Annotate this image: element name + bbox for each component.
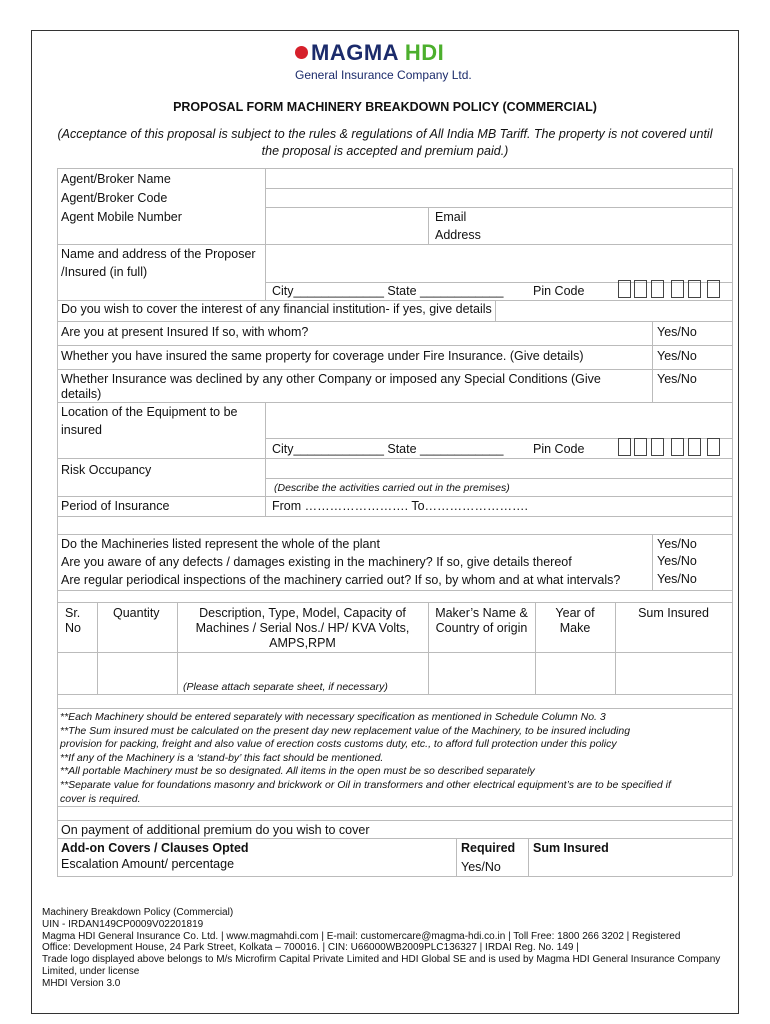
footer-line: MHDI Version 3.0 <box>42 977 121 989</box>
col-maker-line2: Country of origin <box>435 621 528 635</box>
proposer-city-state: City_____________ State ____________ <box>272 284 504 298</box>
note-line: **Separate value for foundations masonry and brickwork or Oil in transformers and other electrical equipment’s are to be specified if <box>60 778 671 791</box>
footer-line: Magma HDI General Insurance Co. Ltd. | www.magmahdi.com | E-mail: customercare@magma-hdi.co.in | Toll Free: 1800 266 3202 | Registered <box>42 930 681 942</box>
col-quantity: Quantity <box>113 606 160 620</box>
footer-line: Machinery Breakdown Policy (Commercial) <box>42 907 234 918</box>
col-description-line3: AMPS,RPM <box>269 636 336 650</box>
form-title: PROPOSAL FORM MACHINERY BREAKDOWN POLICY (COMMERCIAL) <box>173 100 597 114</box>
intro-note: (Acceptance of this proposal is subject to the rules & regulations of All India MB Tariff. The property is not covered until the proposal is accepted and premium paid.) <box>57 127 713 158</box>
note-line: **The Sum insured must be calculated on the present day new replacement value of the Machinery, to be insured including <box>60 724 631 737</box>
footer-line: Trade logo displayed above belongs to M/s Microfirm Capital Private Limited and HDI Global SE and is used by Magma HDI General Insurance Company <box>42 954 721 966</box>
inspection-yes-no[interactable]: Yes/No <box>657 572 697 586</box>
email-label: Email <box>435 210 467 224</box>
agent-mobile-label: Agent Mobile Number <box>61 210 182 224</box>
attach-note: (Please attach separate sheet, if necessary) <box>183 681 388 693</box>
col-no: No <box>65 621 81 635</box>
risk-occupancy-label: Risk Occupancy <box>61 463 152 477</box>
col-year-line2: Make <box>559 621 591 635</box>
col-year-line1: Year of <box>555 606 595 620</box>
address-label: Address <box>435 228 481 242</box>
agent-code-label: Agent/Broker Code <box>61 191 168 205</box>
note-line: cover is required. <box>60 792 141 805</box>
notes-block <box>60 711 725 806</box>
defects-yes-no[interactable]: Yes/No <box>657 554 697 568</box>
note-line: **If any of the Machinery is a ‘stand-by’ this fact should be mentioned. <box>60 751 384 764</box>
declined-yes-no[interactable]: Yes/No <box>657 372 697 386</box>
declined-question-line2: details) <box>61 387 102 401</box>
present-insured-question: Are you at present Insured If so, with whom? <box>61 325 309 339</box>
proposer-label-line1: Name and address of the Proposer <box>61 247 256 261</box>
addon-required-header: Required <box>461 841 516 855</box>
escalation-yes-no[interactable]: Yes/No <box>461 860 501 874</box>
escalation-label: Escalation Amount/ percentage <box>61 857 235 871</box>
logo-subtitle: General Insurance Company Ltd. <box>295 68 472 82</box>
proposer-pin-label: Pin Code <box>533 284 585 298</box>
logo-swirl-icon <box>295 46 308 59</box>
declined-question-line1: Whether Insurance was declined by any other Company or imposed any Special Conditions (Give <box>61 372 601 386</box>
addon-header: Add-on Covers / Clauses Opted <box>61 841 249 855</box>
col-description-line2: Machines / Serial Nos./ HP/ KVA Volts, <box>195 621 410 635</box>
logo-hdi-text: HDI <box>404 40 445 65</box>
footer-line: Office: Development House, 24 Park Street, Kolkata – 700016. | CIN: U66000WB2009PLC136327 | IRDAI Reg. No. 149 | <box>42 942 579 954</box>
inspection-question: Are regular periodical inspections of the machinery carried out? If so, by whom and at what intervals? <box>61 573 621 587</box>
logo-magma-text: MAGMA <box>311 40 399 65</box>
proposer-label-line2: /Insured (in full) <box>61 265 148 279</box>
location-label-line2: insured <box>61 423 102 437</box>
whole-plant-yes-no[interactable]: Yes/No <box>657 537 697 551</box>
col-sum-insured: Sum Insured <box>638 606 709 620</box>
present-insured-yes-no[interactable]: Yes/No <box>657 325 697 339</box>
whole-plant-question: Do the Machineries listed represent the whole of the plant <box>61 537 380 551</box>
fire-insurance-question: Whether you have insured the same property for coverage under Fire Insurance. (Give details) <box>61 349 584 363</box>
col-maker-line1: Maker’s Name & <box>435 606 528 620</box>
note-line: provision for packing, freight and also value of erection costs customs duty, etc., to afford full protection under this policy <box>60 738 617 751</box>
footer-line: UIN - IRDAN149CP0009V02201819 <box>42 918 204 930</box>
footer <box>42 907 732 990</box>
footer-line: Limited, under license <box>42 965 140 977</box>
period-label: Period of Insurance <box>61 499 170 513</box>
financial-institution-question: Do you wish to cover the interest of any financial institution- if yes, give details <box>61 302 492 316</box>
location-city-state: City_____________ State ____________ <box>272 442 504 456</box>
location-label-line1: Location of the Equipment to be <box>61 405 238 419</box>
note-line: **All portable Machinery must be so designated. All items in the open must be so described separately <box>60 765 535 778</box>
risk-occupancy-hint: (Describe the activities carried out in the premises) <box>274 482 510 494</box>
fire-insurance-yes-no[interactable]: Yes/No <box>657 349 697 363</box>
col-sr: Sr. <box>65 606 81 620</box>
addon-sum-header: Sum Insured <box>533 841 609 855</box>
period-from-to[interactable]: From ……………………. To……………………. <box>272 499 529 513</box>
company-logo <box>295 40 485 86</box>
agent-name-label: Agent/Broker Name <box>61 172 171 186</box>
location-pin-label: Pin Code <box>533 442 585 456</box>
addon-question: On payment of additional premium do you wish to cover <box>61 823 370 837</box>
note-line: **Each Machinery should be entered separately with necessary specification as mentioned in Schedule Column No. 3 <box>60 711 606 723</box>
defects-question: Are you aware of any defects / damages existing in the machinery? If so, give details thereof <box>61 555 572 569</box>
col-description-line1: Description, Type, Model, Capacity of <box>199 606 406 620</box>
